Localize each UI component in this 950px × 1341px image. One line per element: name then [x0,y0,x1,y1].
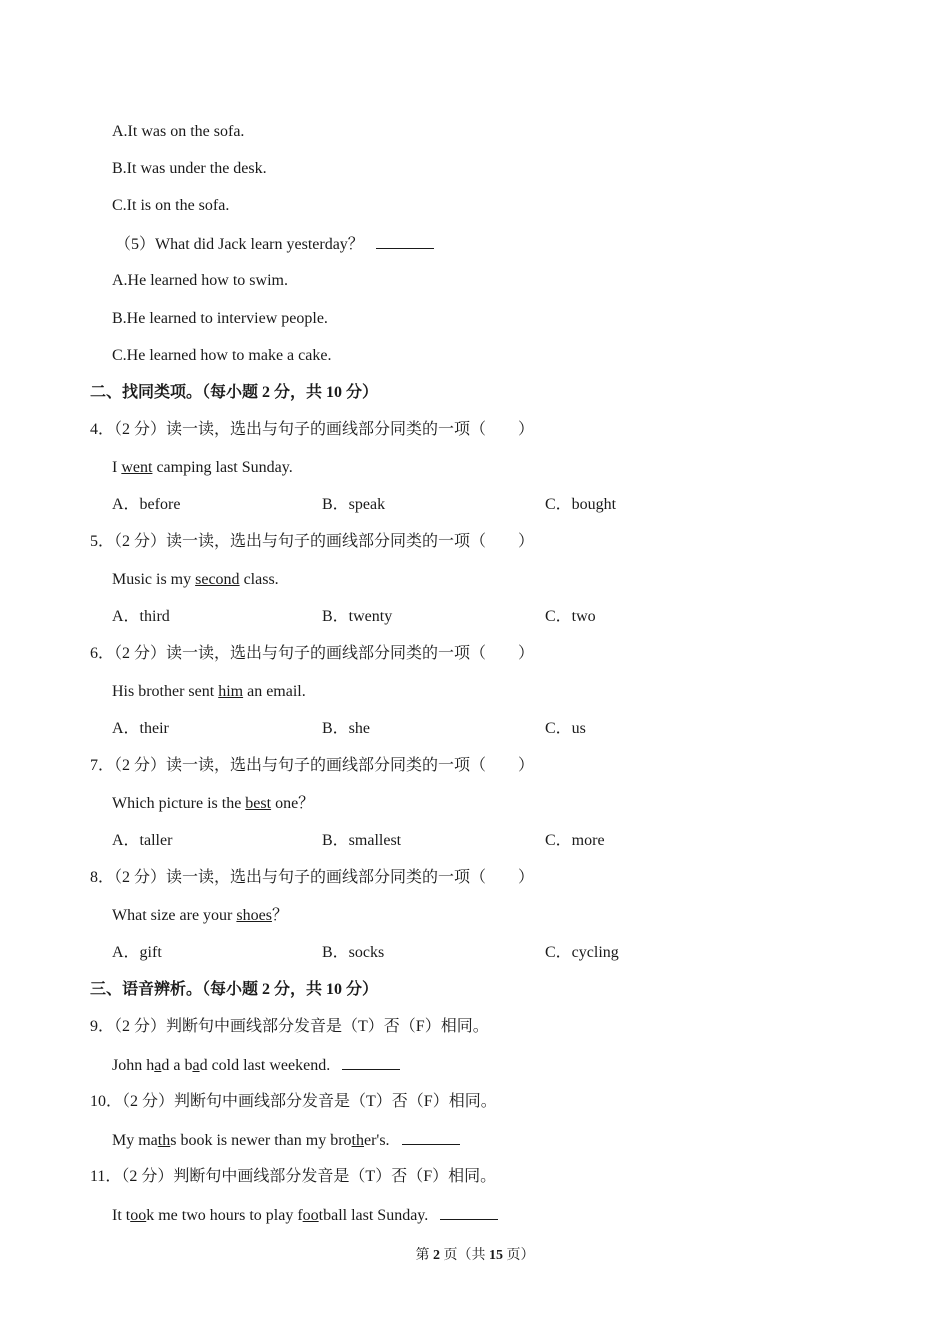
question-text: （2 分）读一读，选出与句子的画线部分同类的一项（ ） [114,645,535,662]
option-line: A.He learned how to swim. [112,272,288,289]
underlined-word: him [218,683,244,700]
answer-blank[interactable] [402,1130,460,1145]
option-line: C.It is on the sofa. [112,197,230,214]
question-number: 7． [90,757,115,774]
question-stem [90,1092,497,1112]
underlined-letters: a [192,1057,200,1074]
question-text: （2 分）读一读，选出与句子的画线部分同类的一项（ ） [114,757,535,774]
section-title: 三、语音辨析。（每小题 2 分，共 10 分） [90,981,379,998]
option-b[interactable]: B．smallest [322,832,402,849]
option-c[interactable]: C．two [545,608,596,625]
question-stem [90,1167,496,1187]
question-stem [90,1017,489,1037]
question-stem [90,868,534,888]
question-stem [90,532,534,552]
option-c[interactable]: C．bought [545,496,617,513]
option-a[interactable]: A．before [112,496,181,513]
question-text: （2 分）判断句中画线部分发音是（T）否（F）相同。 [121,1168,497,1185]
question-text: （2 分）读一读，选出与句子的画线部分同类的一项（ ） [114,421,535,438]
question-number: 10． [90,1093,123,1110]
page-number: 2 [433,1248,440,1263]
question-sentence: What size are your shoes？ [112,907,288,924]
question-number: 4． [90,421,115,438]
question-number: 9． [90,1018,115,1035]
underlined-letters: th [351,1132,364,1149]
underlined-letters: oo [302,1207,319,1224]
question-sentence: His brother sent him an email. [112,683,306,700]
question-number: 11． [90,1168,122,1185]
section-title: 二、找同类项。（每小题 2 分，共 10 分） [90,384,379,401]
option-b[interactable]: B．speak [322,496,386,513]
question-sentence: Music is my second class. [112,571,279,588]
total-pages: 15 [489,1248,503,1263]
underlined-letters: a [154,1057,162,1074]
question-number: 8． [90,869,115,886]
question-text: （2 分）判断句中画线部分发音是（T）否（F）相同。 [114,1018,489,1035]
question-sentence: It took me two hours to play football last Sunday. [112,1205,498,1226]
question-number: 5． [90,533,115,550]
question-number: 6． [90,645,115,662]
underlined-word: best [245,795,272,812]
option-a[interactable]: A．gift [112,944,162,961]
question-sentence: Which picture is the best one？ [112,795,315,812]
question-sentence: My maths book is newer than my brother's. [112,1130,460,1151]
option-c[interactable]: C．cycling [545,944,619,961]
option-c[interactable]: C．more [545,832,605,849]
question-sentence: I went camping last Sunday. [112,459,293,476]
underlined-letters: oo [130,1207,147,1224]
option-line: B.It was under the desk. [112,160,267,177]
option-a[interactable]: A．their [112,720,169,737]
sub-question-text: （5）What did Jack learn yesterday？ [115,236,364,253]
answer-blank[interactable] [440,1205,498,1220]
question-stem [90,756,534,776]
option-b[interactable]: B．she [322,720,371,737]
question-text: （2 分）读一读，选出与句子的画线部分同类的一项（ ） [114,869,535,886]
question-text: （2 分）读一读，选出与句子的画线部分同类的一项（ ） [114,533,535,550]
underlined-word: second [195,571,240,588]
option-a[interactable]: A．taller [112,832,173,849]
answer-blank[interactable] [342,1055,400,1070]
option-b[interactable]: B．socks [322,944,385,961]
question-sentence: John had a bad cold last weekend. [112,1055,400,1076]
sub-question-5 [115,234,434,255]
answer-blank[interactable] [376,234,434,249]
question-text: （2 分）判断句中画线部分发音是（T）否（F）相同。 [122,1093,497,1110]
option-b[interactable]: B．twenty [322,608,393,625]
option-line: C.He learned how to make a cake. [112,347,332,364]
option-line: B.He learned to interview people. [112,310,328,327]
question-stem [90,644,534,664]
option-line: A.It was on the sofa. [112,123,245,140]
option-c[interactable]: C．us [545,720,586,737]
question-stem [90,420,534,440]
page-footer: 第 2 页（共 15 页） [415,1248,535,1263]
underlined-word: shoes [236,907,272,924]
underlined-word: went [121,459,153,476]
underlined-letters: th [157,1132,171,1149]
option-a[interactable]: A．third [112,608,170,625]
